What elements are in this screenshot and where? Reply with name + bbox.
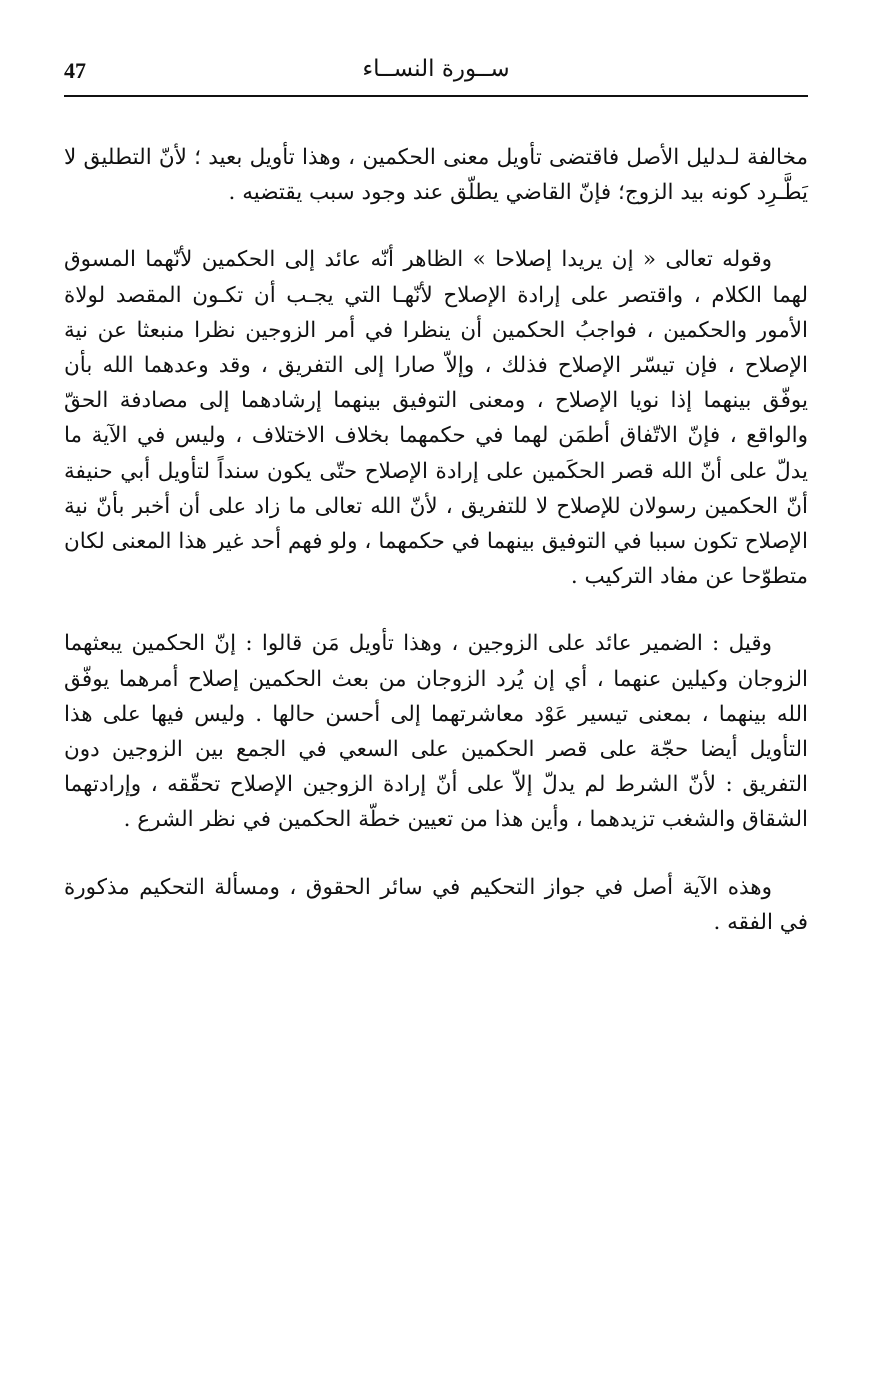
header-divider bbox=[64, 95, 808, 97]
running-title: ســورة النســاء bbox=[362, 56, 510, 82]
page-number: 47 bbox=[64, 58, 86, 83]
paragraph-4: وهذه الآية أصل في جواز التحكيم في سائر الحقوق ، ومسألة التحكيم مذكورة في الفقه . bbox=[64, 874, 808, 935]
paragraph-2: وقوله تعالى « إن يريدا إصلاحا » الظاهر أنّه عائد إلى الحكمين لأنّهما المسوق لهما الكلام ، واقتصر على إرادة الإصلاح لأنّهـا التي يجـب أن تكـون المقصد لولاة الأمور والحكمين ، فواجبُ الحكمين أن ينظرا في أمر الزوجين نظرا منبعثا عن نية الإصلاح ، فإن تيسّر الإصلاح فذلك ، وإلاّ صارا إلى التفريق ، وقد وعدهما الله بأن يوفّق بينهما إذا نويا الإصلاح ، ومعنى التوفيق بينهما إرشادهما إلى مصادفة الحقّ والواقع ، فإنّ الاتّفاق أطمَن لهما في حكمهما بخلاف الاختلاف ، وليس في الآية ما يدلّ على أنّ الله قصر الحكَمين على إرادة الإصلاح حتّى يكون سنداً لتأويل أبي حنيفة أنّ الحكمين رسولان للإصلاح لا للتفريق ، لأنّ الله تعالى ما زاد على أن أخبر بأنّ نية الإصلاح تكون سببا في التوفيق بينهما في حكمهما ، ولو فهم أحد غير هذا المعنى لكان متطوّحا عن مفاد التركيب . bbox=[64, 247, 808, 590]
page-body bbox=[64, 140, 808, 940]
paragraph-1: مخالفة لـدليل الأصل فاقتضى تأويل معنى الحكمين ، وهذا تأويل بعيد ؛ لأنّ التطليق لا يَطَّـرِد كونه بيد الزوج؛ فإنّ القاضي يطلّق عند وجود سبب يقتضيه . bbox=[64, 145, 808, 206]
paragraph-3: وقيل : الضمير عائد على الزوجين ، وهذا تأويل مَن قالوا : إنّ الحكمين يبعثهما الزوجان وكيلين عنهما ، أي إن يُرد الزوجان من بعث الحكمين إصلاح أمرهما يوفّق الله بينهما ، بمعنى تيسير عَوْد معاشرتهما إلى أحسن حالها . وليس فيها على هذا التأويل أيضا حجّة على قصر الحكمين على السعي في الجمع بين الزوجين دون التفريق : لأنّ الشرط لم يدلّ إلاّ على أنّ إرادة الزوجين الإصلاح تحقّقه ، وإرادتهما الشقاق والشغب تزيدهما ، وأين هذا من تعيين خطّة الحكمين في نظر الشرع . bbox=[64, 631, 808, 833]
page-header bbox=[64, 52, 808, 96]
